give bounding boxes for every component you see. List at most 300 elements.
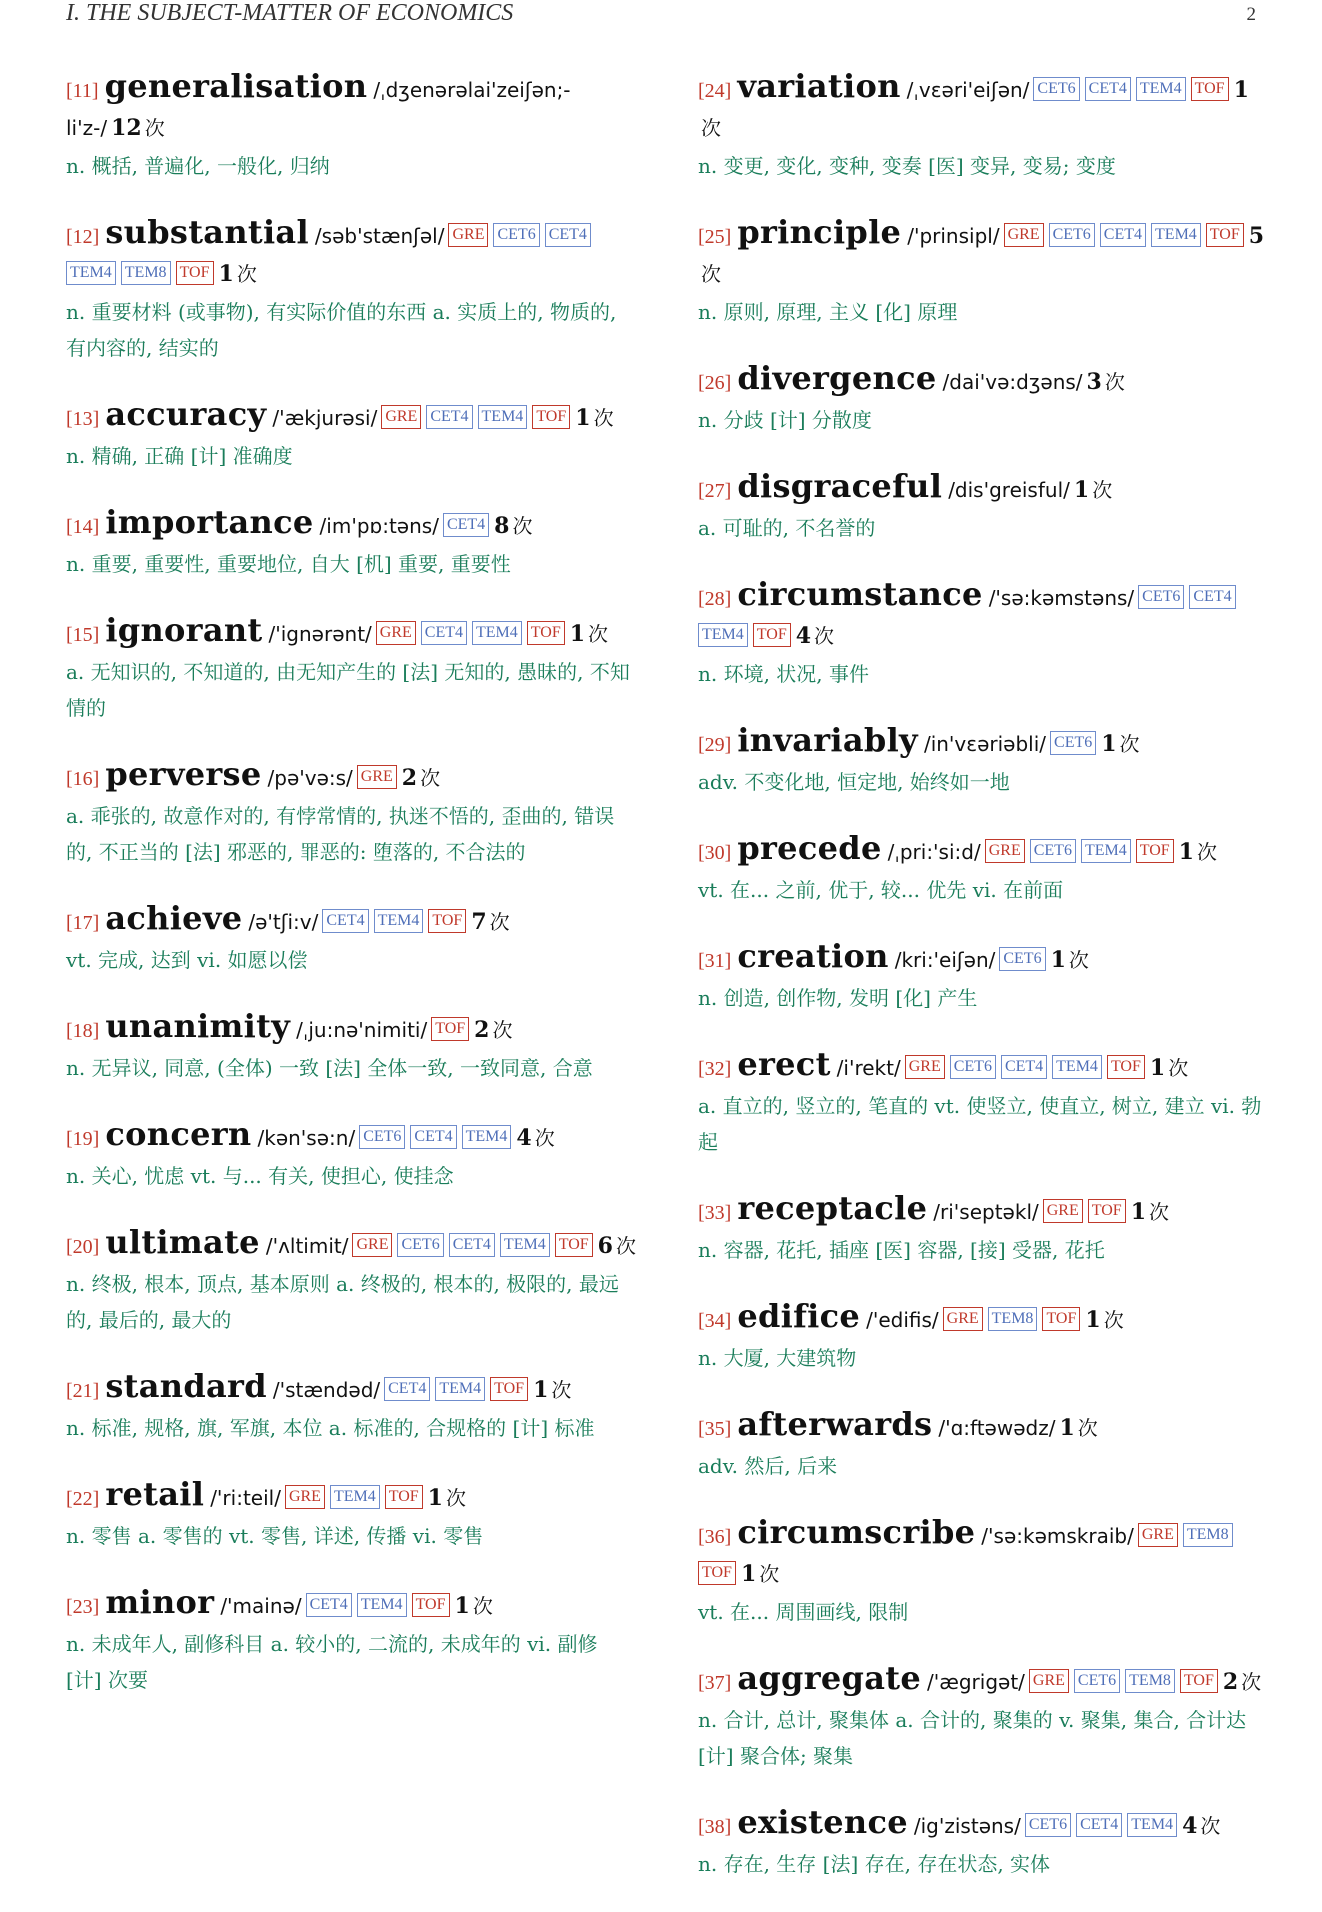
definition: n. 合计, 总计, 聚集体 a. 合计的, 聚集的 v. 聚集, 集合, 合计达 [计] 聚合体; 聚集	[698, 1708, 1247, 1768]
definition: a. 乖张的, 故意作对的, 有悖常情的, 执迷不悟的, 歪曲的, 错误的, 不正当的 [法] 邪恶的, 罪恶的: 堕落的, 不合法的	[66, 804, 615, 864]
vocab-entry	[698, 722, 1268, 800]
occurrence-unit: 次	[814, 624, 835, 648]
exam-tag: TEM4	[357, 1593, 407, 1617]
occurrence-count: 1	[1050, 947, 1066, 973]
occurrence-unit: 次	[1092, 478, 1113, 502]
entry-number: [11]	[66, 80, 99, 102]
exam-tag: TOF	[412, 1593, 450, 1617]
definition: n. 重要材料 (或事物), 有实际价值的东西 a. 实质上的, 物质的, 有内容的, 结实的	[66, 300, 617, 360]
pronunciation: /kri:'eiʃən/	[894, 948, 996, 972]
entry-headline	[698, 1298, 1268, 1340]
occurrence-unit: 次	[420, 766, 441, 790]
vocab-entry	[66, 1008, 636, 1086]
occurrence-unit: 次	[759, 1562, 780, 1586]
pronunciation: /'sə:kəmstəns/	[988, 586, 1135, 610]
exam-tag: CET4	[1189, 585, 1235, 609]
definition: a. 直立的, 竖立的, 笔直的 vt. 使竖立, 使直立, 树立, 建立 vi. 勃起	[698, 1094, 1262, 1154]
vocab-entry	[698, 1190, 1268, 1268]
occurrence-unit: 次	[1168, 1056, 1189, 1080]
exam-tag: GRE	[905, 1055, 945, 1079]
occurrence-count: 1	[1233, 77, 1249, 103]
exam-tags	[384, 1382, 533, 1401]
exam-tags	[376, 626, 570, 645]
entry-number: [15]	[66, 624, 100, 646]
exam-tag: TOF	[1206, 223, 1244, 247]
vocab-entry	[66, 1584, 636, 1698]
occurrence-count: 6	[597, 1233, 613, 1259]
entry-number: [22]	[66, 1488, 100, 1510]
exam-tag: TOF	[1180, 1669, 1218, 1693]
headword: aggregate	[737, 1659, 921, 1697]
exam-tag: CET4	[410, 1125, 456, 1149]
pronunciation: /ig'zistəns/	[913, 1814, 1021, 1838]
exam-tag: GRE	[376, 621, 416, 645]
exam-tag: TOF	[1088, 1199, 1126, 1223]
exam-tag: TOF	[490, 1377, 528, 1401]
vocab-entry	[698, 1406, 1268, 1484]
pronunciation: /im'pɒ:təns/	[319, 514, 439, 538]
occurrence-count: 1	[1149, 1055, 1166, 1081]
pronunciation: /'ægrigət/	[926, 1670, 1025, 1694]
occurrence-count: 5	[1248, 223, 1265, 249]
exam-tag: CET6	[1138, 585, 1184, 609]
vocab-entry	[698, 830, 1268, 908]
entry-headline	[698, 468, 1268, 510]
vocab-entry	[698, 1514, 1268, 1630]
exam-tag: TEM4	[1151, 223, 1201, 247]
occurrence-unit: 次	[701, 116, 721, 140]
exam-tags	[905, 1060, 1150, 1079]
vocab-entry	[66, 504, 636, 582]
entry-number: [35]	[698, 1418, 732, 1440]
pronunciation: /dai'və:dʒəns/	[942, 370, 1083, 394]
headword: receptacle	[737, 1189, 928, 1227]
exam-tag: GRE	[1004, 223, 1044, 247]
exam-tag: TEM4	[330, 1485, 380, 1509]
entry-headline	[66, 1224, 636, 1266]
vocab-entry	[698, 938, 1268, 1016]
exam-tag: CET6	[493, 223, 539, 247]
exam-tag: TOF	[176, 261, 214, 285]
occurrence-unit: 次	[701, 262, 721, 286]
occurrence-count: 1	[1130, 1199, 1146, 1225]
exam-tag: CET6	[1049, 223, 1095, 247]
entry-number: [21]	[66, 1380, 100, 1402]
exam-tag: GRE	[357, 765, 397, 789]
exam-tag: TOF	[1042, 1307, 1080, 1331]
entry-number: [36]	[698, 1526, 732, 1548]
exam-tags	[381, 410, 575, 429]
exam-tag: TOF	[428, 909, 466, 933]
exam-tag: CET6	[359, 1125, 405, 1149]
definition: n. 概括, 普遍化, 一般化, 归纳	[66, 154, 330, 178]
occurrence-count: 2	[474, 1017, 490, 1043]
exam-tag: CET4	[1100, 223, 1146, 247]
exam-tag: TEM8	[1125, 1669, 1175, 1693]
exam-tag: GRE	[1138, 1523, 1178, 1547]
exam-tag: TEM4	[1127, 1813, 1177, 1837]
vocab-entry	[66, 396, 636, 474]
right-column	[698, 68, 1268, 1912]
pronunciation: /ˌpri:'si:d/	[887, 840, 981, 864]
entry-number: [12]	[66, 226, 100, 248]
exam-tag: TOF	[1191, 77, 1229, 101]
exam-tag: TEM4	[462, 1125, 512, 1149]
headword: circumscribe	[737, 1513, 976, 1551]
exam-tags	[1004, 228, 1249, 247]
exam-tag: GRE	[352, 1233, 392, 1257]
occurrence-unit: 次	[236, 262, 257, 286]
headword: afterwards	[737, 1405, 933, 1443]
exam-tags	[1029, 1674, 1223, 1693]
entry-number: [29]	[698, 734, 732, 756]
exam-tag: TEM4	[1052, 1055, 1102, 1079]
exam-tag: CET4	[545, 223, 591, 247]
entry-headline	[698, 1406, 1268, 1448]
exam-tags	[285, 1490, 428, 1509]
exam-tag: TOF	[1136, 839, 1174, 863]
occurrence-unit: 次	[445, 1486, 466, 1510]
definition: vt. 在... 之前, 优于, 较... 优先 vi. 在前面	[698, 878, 1064, 902]
headword: perverse	[105, 755, 262, 793]
headword: variation	[737, 67, 901, 105]
entry-headline	[698, 938, 1268, 980]
pronunciation: /'ri:teil/	[210, 1486, 281, 1510]
entry-number: [16]	[66, 768, 100, 790]
headword: achieve	[105, 899, 243, 937]
exam-tags	[359, 1130, 516, 1149]
headword: retail	[105, 1475, 205, 1513]
occurrence-unit: 次	[489, 910, 510, 934]
definition: a. 无知识的, 不知道的, 由无知产生的 [法] 无知的, 愚昧的, 不知情的	[66, 660, 630, 720]
exam-tag: CET6	[397, 1233, 443, 1257]
exam-tag: GRE	[285, 1485, 325, 1509]
exam-tag: TEM8	[1183, 1523, 1233, 1547]
occurrence-count: 1	[533, 1377, 549, 1403]
exam-tag: TEM4	[478, 405, 528, 429]
exam-tags	[352, 1238, 597, 1257]
pronunciation: /'ɑ:ftəwədz/	[938, 1416, 1056, 1440]
occurrence-unit: 次	[551, 1378, 572, 1402]
occurrence-count: 1	[427, 1485, 443, 1511]
entry-headline	[66, 1476, 636, 1518]
occurrence-count: 1	[569, 621, 586, 647]
entry-headline	[66, 612, 636, 654]
entry-headline	[66, 756, 636, 798]
headword: standard	[105, 1367, 267, 1405]
vocab-entry	[66, 214, 636, 366]
pronunciation: /pə'və:s/	[267, 766, 353, 790]
pronunciation: /ˌdʒenərəlai'zeiʃən;-li'z-/	[66, 78, 571, 140]
occurrence-count: 1	[1101, 731, 1117, 757]
exam-tag: TEM4	[1136, 77, 1186, 101]
page-number: 2	[1246, 4, 1256, 25]
exam-tags	[306, 1598, 455, 1617]
exam-tag: CET4	[306, 1593, 352, 1617]
headword: circumstance	[737, 575, 983, 613]
definition: a. 可耻的, 不名誉的	[698, 516, 876, 540]
exam-tag: CET6	[1025, 1813, 1071, 1837]
entry-headline	[698, 830, 1268, 872]
headword: unanimity	[105, 1007, 291, 1045]
entry-number: [38]	[698, 1816, 732, 1838]
occurrence-count: 2	[1222, 1669, 1239, 1695]
exam-tag: CET4	[1076, 1813, 1122, 1837]
headword: generalisation	[104, 67, 368, 105]
vocab-entry	[698, 576, 1268, 692]
entry-headline	[698, 1046, 1268, 1088]
entry-number: [25]	[698, 226, 732, 248]
vocab-entry	[698, 468, 1268, 546]
entry-number: [20]	[66, 1236, 100, 1258]
entry-number: [27]	[698, 480, 732, 502]
exam-tag: CET6	[1050, 731, 1096, 755]
pronunciation: /ə'tʃi:v/	[248, 910, 319, 934]
exam-tag: GRE	[985, 839, 1025, 863]
pronunciation: /'sə:kəmskraib/	[981, 1524, 1134, 1548]
occurrence-unit: 次	[534, 1126, 555, 1150]
exam-tag: TOF	[1107, 1055, 1145, 1079]
exam-tag: CET4	[1085, 77, 1131, 101]
occurrence-unit: 次	[512, 514, 533, 538]
entry-number: [13]	[66, 408, 100, 430]
entry-headline	[698, 1804, 1268, 1846]
exam-tag: GRE	[381, 405, 421, 429]
occurrence-count: 1	[1059, 1415, 1075, 1441]
definition: n. 存在, 生存 [法] 存在, 存在状态, 实体	[698, 1852, 1051, 1876]
occurrence-unit: 次	[1104, 370, 1125, 394]
definition: adv. 不变化地, 恒定地, 始终如一地	[698, 770, 1010, 794]
exam-tag: TEM8	[121, 261, 171, 285]
pronunciation: /ˌju:nə'nimiti/	[296, 1018, 428, 1042]
occurrence-count: 1	[218, 261, 234, 287]
entry-number: [30]	[698, 842, 732, 864]
vocab-entry	[66, 1116, 636, 1194]
entry-number: [19]	[66, 1128, 100, 1150]
pronunciation: /ri'septəkl/	[933, 1200, 1039, 1224]
pronunciation: /ˌvɛəri'eiʃən/	[906, 78, 1030, 102]
vocab-entry	[66, 68, 636, 184]
exam-tag: TOF	[385, 1485, 423, 1509]
page-header	[66, 0, 1256, 28]
exam-tag: TEM4	[66, 261, 116, 285]
definition: n. 容器, 花托, 插座 [医] 容器, [接] 受器, 花托	[698, 1238, 1105, 1262]
pronunciation: /kən'sə:n/	[257, 1126, 356, 1150]
pronunciation: /'ʌltimit/	[265, 1234, 349, 1258]
exam-tag: TOF	[698, 1561, 736, 1585]
definition: adv. 然后, 后来	[698, 1454, 838, 1478]
entry-headline	[66, 1368, 636, 1410]
exam-tag: GRE	[1029, 1669, 1069, 1693]
entry-headline	[66, 1008, 636, 1050]
definition: vt. 在... 周围画线, 限制	[698, 1600, 909, 1624]
exam-tag: CET6	[1074, 1669, 1120, 1693]
pronunciation: /'prinsipl/	[907, 224, 1000, 248]
exam-tags	[1033, 82, 1233, 101]
exam-tag: CET6	[950, 1055, 996, 1079]
definition: n. 环境, 状况, 事件	[698, 662, 870, 686]
vocab-entry	[66, 900, 636, 978]
exam-tag: TEM4	[500, 1233, 550, 1257]
exam-tag: CET4	[449, 1233, 495, 1257]
entry-headline	[698, 360, 1268, 402]
exam-tags	[431, 1022, 474, 1041]
headword: accuracy	[105, 395, 267, 433]
occurrence-count: 7	[471, 909, 487, 935]
exam-tags	[357, 770, 402, 789]
occurrence-unit: 次	[1077, 1416, 1098, 1440]
headword: ultimate	[105, 1223, 260, 1261]
vocab-entry	[698, 214, 1268, 330]
occurrence-unit: 次	[1149, 1200, 1169, 1224]
exam-tag: TEM8	[988, 1307, 1038, 1331]
exam-tags	[943, 1312, 1086, 1331]
occurrence-unit: 次	[1068, 948, 1089, 972]
pronunciation: /in'vɛəriəbli/	[923, 732, 1047, 756]
occurrence-count: 1	[454, 1593, 470, 1619]
definition: n. 原则, 原理, 主义 [化] 原理	[698, 300, 958, 324]
entry-headline	[66, 68, 636, 148]
headword: disgraceful	[737, 467, 943, 505]
exam-tag: GRE	[943, 1307, 983, 1331]
exam-tags	[1043, 1204, 1131, 1223]
headword: concern	[105, 1115, 252, 1153]
entry-number: [18]	[66, 1020, 100, 1042]
exam-tag: CET4	[1001, 1055, 1047, 1079]
occurrence-unit: 次	[1200, 1814, 1221, 1838]
exam-tag: TOF	[527, 621, 565, 645]
exam-tag: CET4	[322, 909, 368, 933]
definition: n. 关心, 忧虑 vt. 与... 有关, 使担心, 使挂念	[66, 1164, 454, 1188]
exam-tag: CET6	[1030, 839, 1076, 863]
pronunciation: /'stændəd/	[272, 1378, 381, 1402]
occurrence-unit: 次	[472, 1594, 493, 1618]
occurrence-count: 1	[1085, 1307, 1101, 1333]
headword: divergence	[737, 359, 937, 397]
exam-tags	[985, 844, 1179, 863]
vocab-entry	[66, 1224, 636, 1338]
headword: minor	[105, 1583, 215, 1621]
entry-headline	[66, 900, 636, 942]
headword: creation	[737, 937, 889, 975]
entry-number: [23]	[66, 1596, 100, 1618]
entry-headline	[698, 68, 1268, 148]
entry-number: [26]	[698, 372, 732, 394]
exam-tag: CET4	[443, 513, 489, 537]
entry-headline	[66, 214, 636, 294]
occurrence-unit: 次	[593, 406, 614, 430]
exam-tag: CET4	[426, 405, 472, 429]
headword: erect	[737, 1045, 831, 1083]
occurrence-unit: 次	[1103, 1308, 1124, 1332]
exam-tags	[443, 518, 494, 537]
headword: ignorant	[105, 611, 263, 649]
headword: substantial	[105, 213, 309, 251]
occurrence-unit: 次	[588, 622, 609, 646]
occurrence-count: 8	[494, 513, 510, 539]
exam-tag: TEM4	[1081, 839, 1131, 863]
exam-tag: TOF	[532, 405, 570, 429]
entry-number: [34]	[698, 1310, 732, 1332]
pronunciation: /'ignərənt/	[268, 622, 372, 646]
headword: edifice	[737, 1297, 861, 1335]
occurrence-unit: 次	[492, 1018, 513, 1042]
occurrence-unit: 次	[615, 1234, 636, 1258]
occurrence-count: 3	[1086, 369, 1102, 395]
definition: vt. 完成, 达到 vi. 如愿以偿	[66, 948, 308, 972]
exam-tag: CET6	[1033, 77, 1079, 101]
pronunciation: /i'rekt/	[836, 1056, 901, 1080]
exam-tag: TOF	[753, 623, 791, 647]
definition: n. 零售 a. 零售的 vt. 零售, 详述, 传播 vi. 零售	[66, 1524, 484, 1548]
exam-tag: TOF	[555, 1233, 593, 1257]
exam-tag: GRE	[1043, 1199, 1083, 1223]
entry-number: [33]	[698, 1202, 732, 1224]
headword: precede	[737, 829, 882, 867]
occurrence-unit: 次	[1196, 840, 1217, 864]
vocab-entry	[698, 360, 1268, 438]
definition: n. 精确, 正确 [计] 准确度	[66, 444, 293, 468]
headword: principle	[737, 213, 902, 251]
headword: invariably	[737, 721, 918, 759]
occurrence-unit: 次	[1241, 1670, 1262, 1694]
chapter-title: I. THE SUBJECT-MATTER OF ECONOMICS	[66, 0, 514, 26]
exam-tag: TEM4	[472, 621, 522, 645]
entry-headline	[698, 1190, 1268, 1232]
occurrence-count: 4	[516, 1125, 532, 1151]
entry-headline	[698, 1660, 1268, 1702]
pronunciation: /dis'greisful/	[948, 478, 1070, 502]
occurrence-count: 4	[1182, 1813, 1198, 1839]
definition: n. 重要, 重要性, 重要地位, 自大 [机] 重要, 重要性	[66, 552, 511, 576]
pronunciation: /'ækjurəsi/	[272, 406, 378, 430]
headword: existence	[737, 1803, 908, 1841]
entry-headline	[66, 1584, 636, 1626]
pronunciation: /'edifis/	[866, 1308, 939, 1332]
occurrence-count: 1	[740, 1561, 757, 1587]
occurrence-count: 2	[401, 765, 418, 791]
exam-tags	[322, 914, 471, 933]
occurrence-count: 1	[1178, 839, 1194, 865]
exam-tags	[1050, 736, 1101, 755]
vocab-entry	[698, 1660, 1268, 1774]
entry-headline	[698, 576, 1268, 656]
occurrence-count: 1	[1073, 477, 1090, 503]
exam-tag: TEM4	[698, 623, 748, 647]
exam-tags	[1025, 1818, 1182, 1837]
exam-tag: TEM4	[374, 909, 424, 933]
vocab-entry	[66, 1476, 636, 1554]
pronunciation: /səb'stænʃəl/	[314, 224, 445, 248]
definition: n. 无异议, 同意, (全体) 一致 [法] 全体一致, 一致同意, 合意	[66, 1056, 593, 1080]
definition: n. 分歧 [计] 分散度	[698, 408, 872, 432]
entry-number: [17]	[66, 912, 100, 934]
exam-tag: GRE	[448, 223, 488, 247]
exam-tag: CET4	[421, 621, 467, 645]
vocab-entry	[698, 1298, 1268, 1376]
entry-headline	[698, 214, 1268, 294]
vocab-entry	[66, 756, 636, 870]
entry-number: [24]	[698, 80, 732, 102]
definition: n. 未成年人, 副修科目 a. 较小的, 二流的, 未成年的 vi. 副修 [计] 次要	[66, 1632, 598, 1692]
vocab-entry	[698, 1804, 1268, 1882]
entry-number: [28]	[698, 588, 732, 610]
exam-tags	[999, 952, 1050, 971]
exam-tag: TEM4	[435, 1377, 485, 1401]
vocab-entry	[698, 68, 1268, 184]
entry-number: [32]	[698, 1058, 732, 1080]
exam-tag: CET6	[999, 947, 1045, 971]
